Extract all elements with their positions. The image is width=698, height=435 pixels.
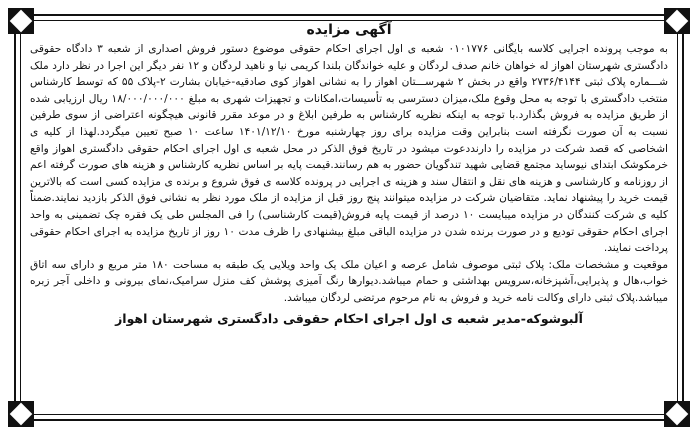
notice-signature: آلبوشوکه-مدیر شعبه ی اول اجرای احکام حقوقی دادگستری شهرستان اهواز (115, 310, 583, 326)
notice-body: به موجب پرونده اجرایی کلاسه بایگانی ۰۱۰۱۷۷۶ شعبه ی اول اجرای احکام حقوقی موضوع دستور فروش اصداری از شعبه ۳ دادگاه حقوقی دادگستری شهرستان اهواز له خواهان خانم صدف لردگان و علیه خواندگان بلندا کریمی نیا و ناهید لردگان و ۱۲ نفر دیگر این اجرا در نظر دارد ملک شـــماره پلاک ثبتی ۲۷۳۶/۴۱۴۴ واقع در بخش ۲ شهرســـتان اهواز را به نشانی اهواز کوی صادقیه-خیابان بشارت ۲-پلاک ۵۵ که توسط کارشناس منتخب دادگستری با توجه به محل وقوع ملک،میزان دسترسی به تأسیسات،امکانات و تجهیزات شهری به مبلغ ۱۸/۰۰۰/۰۰۰/۰۰۰ ریال ارزیابی شده از طریق مزایده به فروش بگذارد.با توجه به اینکه نظریه کارشناس به طرفین ابلاغ و در موعد مقرر قانونی هیچگونه اعتراضی از سوی طرفین نسبت به آن صورت نگرفته است بنابراین وقت مزایده برای روز چهارشنبه مورخ ۱۴۰۱/۱۲/۱۰ ساعت ۱۰ صبح تعیین میگردد.لهذا از کلیه ی اشخاصی که قصد شرکت در مزایده را دارنددعوت میشود در تاریخ فوق الذکر در محل شعبه ی اول اجرای احکام حقوقی دادگستری اهواز واقع خرمکوشک ابتدای نیوساید مجتمع قضایی شهید تندگویان حضور به هم رسانند.قیمت پایه بر اساس نظریه کارشناس و هزینه های صورت گرفته اعم از روزنامه و کارشناسی و هزینه های نقل و انتقال سند و هزینه ی اجرایی در پرونده کلاسه ی فوق شروع و برنده ی مزایده کسی است که بالاترین قیمت خرید را پیشنهاد نماید. متقاضیان شرکت در مزایده میتوانند پنج روز قبل از مزایده از ملک مورد نظر به نشانی فوق الذکر بازدید نمایند.ضمناً کلیه ی شرکت کنندگان در مزایده میبایست ۱۰ درصد از قیمت پایه فروش(قیمت کارشناسی) را فی المجلس طی یک فقره چک تضمینی به واحد اجرای احکام حقوقی تودیع و در صورت برنده شدن در مزایده الباقی مبلغ بیشنهادی را ظرف مدت ۱۰ روز از تاریخ مزایده به اجرای احکام حقوقی پرداخت نمایند. (30, 43, 669, 255)
notice-title: آگهی مزایده (306, 22, 392, 38)
property-specs: موقعیت و مشخصات ملک: پلاک ثبتی موصوف شامل عرصه و اعیان ملک یک واحد ویلایی یک طبقه به مساحت ۱۸۰ متر مربع و دارای سه اتاق خواب،هال و پذیرایی،آشپزخانه،سرویس بهداشتی و حمام میباشد.دیوارها رنگ آمیزی پوشش کف منزل سرامیک،نمای بیرونی و داخلی آجر زبره میباشد.پلاک ثبتی دارای وکالت نامه خرید و فروش به نام مرحوم مرتضی لردگان میباشد. (30, 258, 668, 304)
notice-content (22, 20, 676, 415)
